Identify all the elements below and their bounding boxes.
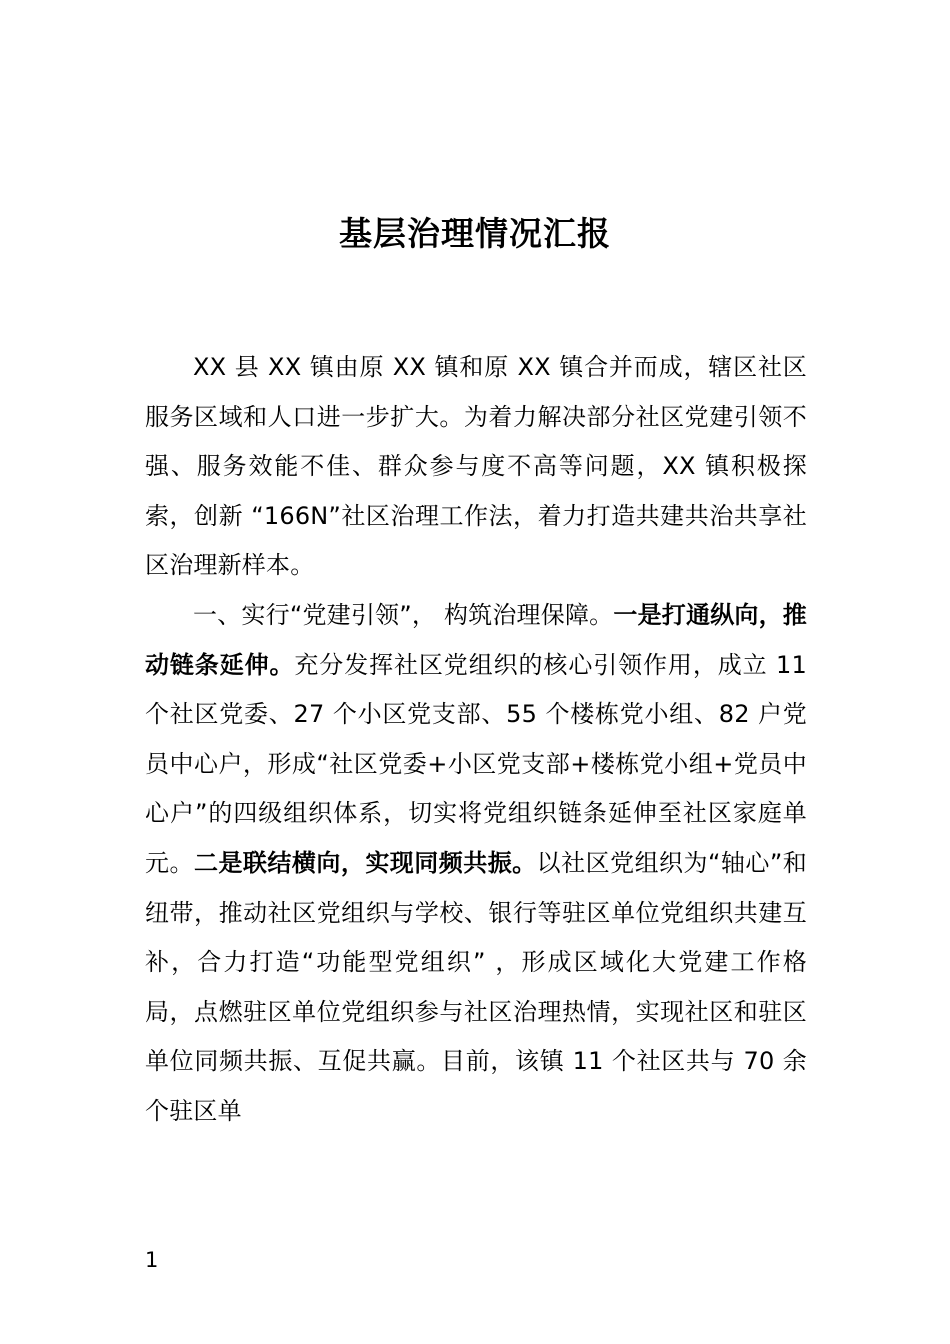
paragraph-section-one bbox=[145, 591, 807, 1137]
paragraph-intro bbox=[145, 343, 807, 591]
paragraph-text: 充分发挥社区党组织的核心引领作用，成立 11 个社区党委、27 个小区党支部、55 个楼栋党小组、82 户党员中心户，形成“社区党委+小区党支部+楼栋党小组+党员中心户”的四级组织体系，切实将党组织链条延伸至社区家庭单元。 bbox=[145, 650, 807, 877]
bold-point-two: 二是联结横向，实现同频共振。 bbox=[193, 848, 537, 877]
page-number: 1 bbox=[145, 1248, 159, 1272]
paragraph-text: XX 县 XX 镇由原 XX 镇和原 XX 镇合并而成，辖区社区服务区域和人口进一步扩大。为着力解决部分社区党建引领不强、服务效能不佳、群众参与度不高等问题，XX 镇积极探索，创新 “166N”社区治理工作法，着力打造共建共治共享社区治理新样本。 bbox=[145, 353, 807, 580]
paragraph-text: 以社区党组织为“轴心”和纽带，推动社区党组织与学校、银行等驻区单位党组织共建互补，合力打造“功能型党组织” ，形成区域化大党建工作格局，点燃驻区单位党组织参与社区治理热情，实现社区和驻区单位同频共振、互促共赢。目前，该镇 11 个社区共与 70 余个驻区单 bbox=[145, 848, 807, 1125]
document-body bbox=[145, 343, 807, 1137]
section-heading-text: 一、实行“党建引领”， 构筑治理保障。 bbox=[193, 600, 614, 629]
document-title: 基层治理情况汇报 bbox=[339, 214, 611, 253]
bold-point-one: 一是打通纵向，推动链条延伸。 bbox=[145, 600, 807, 679]
